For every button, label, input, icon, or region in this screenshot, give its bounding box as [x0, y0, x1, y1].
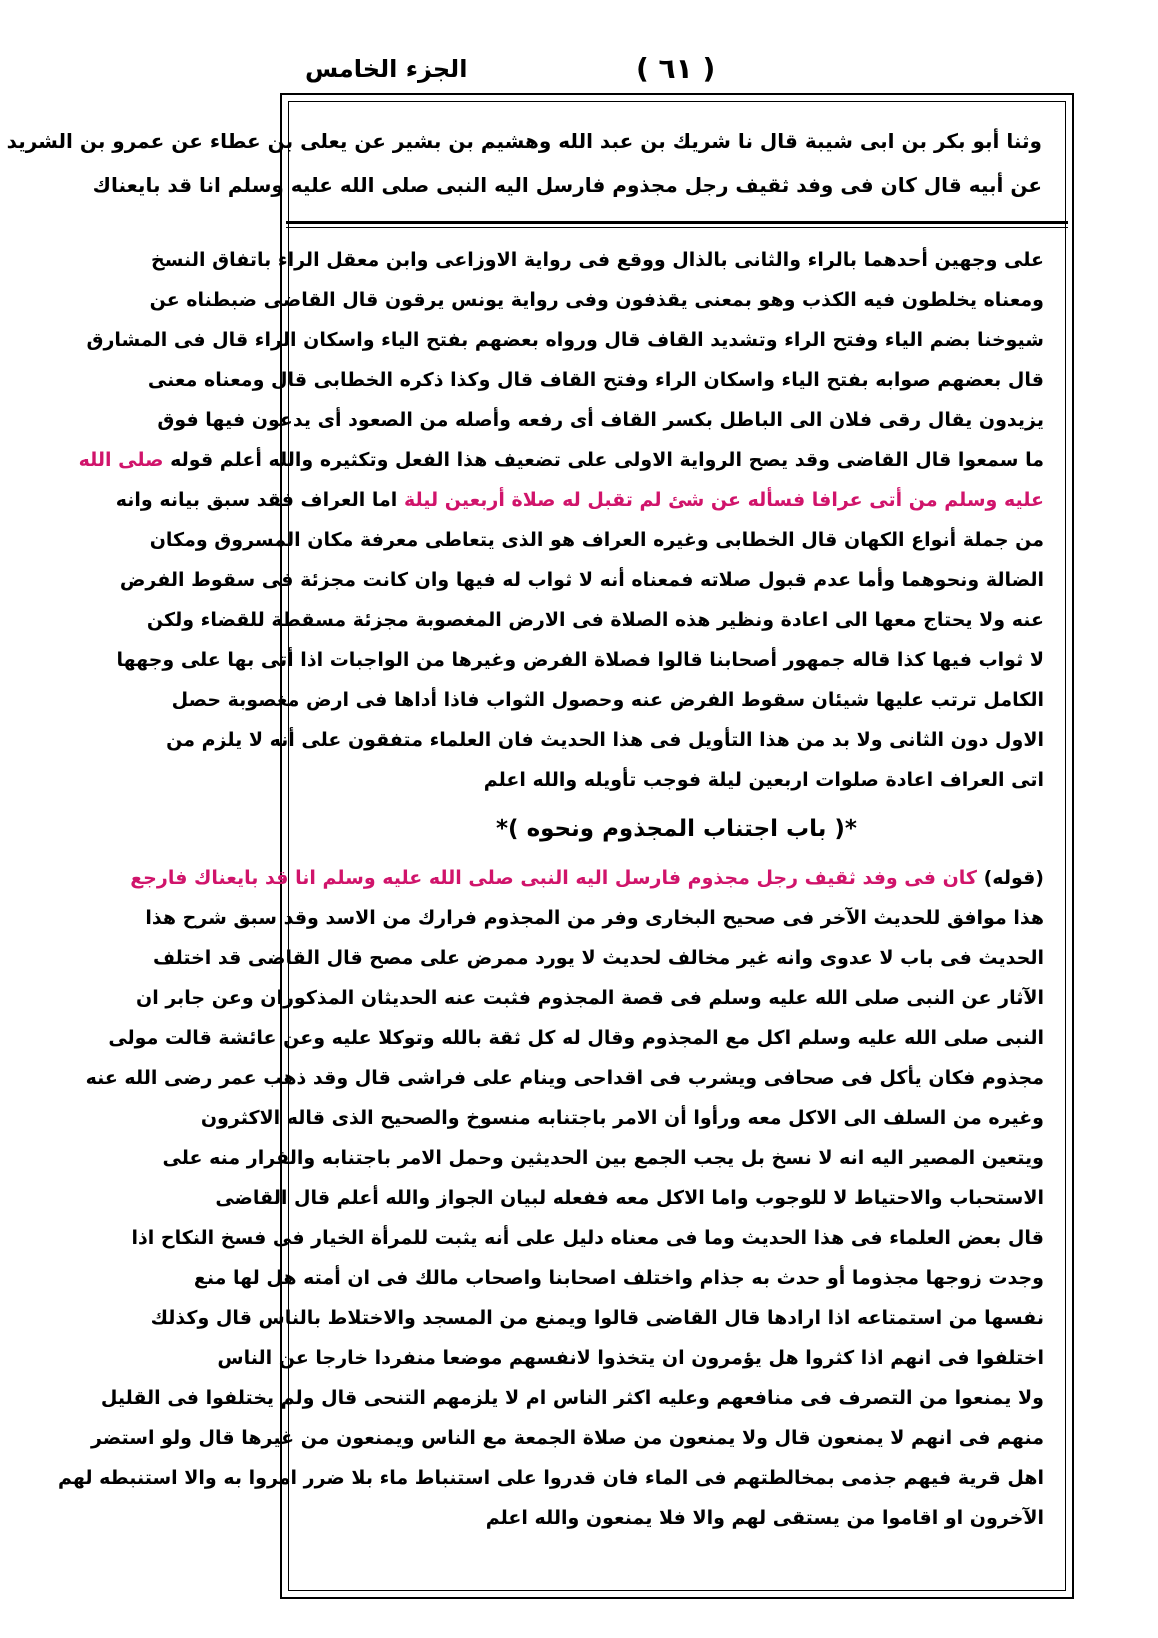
- hadith-line: وثنا أبو بكر بن ابى شيبة قال نا شريك بن عبد الله وهشيم بن بشير عن يعلى بن عطاء عن عمرو بن الشريد: [6, 129, 1042, 153]
- commentary-line: الكامل ترتب عليها شيئان سقوط الفرض عنه وحصول الثواب فاذا أداها فى ارض مغصوبة حصل: [171, 689, 1044, 711]
- commentary-text: اما العراف فقد سبق بيانه وانه: [115, 489, 398, 511]
- commentary-line: مجذوم فكان يأكل فى صحافى ويشرب فى اقداحى وينام على فراشى قال وقد ذهب عمر رضى الله عنه: [85, 1067, 1044, 1089]
- commentary-line: الاول دون الثانى ولا بد من هذا التأويل فى هذا الحديث فان العلماء متفقون على أنه لا يلزم من: [166, 729, 1044, 751]
- commentary-line: عنه ولا يحتاج معها الى اعادة ونظير هذه الصلاة فى الارض المغصوبة مجزئة مسقطة للقضاء ولكن: [146, 609, 1044, 631]
- commentary-line: ولا يمنعوا من التصرف فى منافعهم وعليه اكثر الناس ام لا يلزمهم التنحى قال ولم يختلفوا فى القليل: [100, 1387, 1044, 1409]
- qawluhu-marker: (قوله): [983, 867, 1044, 889]
- commentary-line: الاستحباب والاحتياط لا للوجوب واما الاكل معه ففعله لبيان الجواز والله أعلم قال القاضى: [215, 1187, 1044, 1209]
- commentary-line: الآخرون او اقاموا من يستقى لهم والا فلا يمنعون والله اعلم: [485, 1507, 1044, 1529]
- commentary-line: لا ثواب فيها كذا قاله جمهور أصحابنا قالوا فصلاة الفرض وغيرها من الواجبات اذا أتى بها على وجهها: [116, 649, 1044, 671]
- commentary-line: من جملة أنواع الكهان قال الخطابى وغيره العراف هو الذى يتعاطى معرفة مكان المسروق ومكان: [149, 529, 1044, 551]
- commentary-line: شيوخنا بضم الياء وفتح الراء وتشديد القاف قال ورواه بعضهم بفتح الياء واسكان الراء قال فى المشارق: [86, 329, 1044, 351]
- highlighted-quote: عليه وسلم من أتى عرافا فسأله عن شئ لم تقبل له صلاة أربعين ليلة: [403, 489, 1044, 511]
- commentary-line: ويتعين المصير اليه انه لا نسخ بل يجب الجمع بين الحديثين وحمل الامر باجتنابه والفرار منه على: [162, 1147, 1044, 1169]
- commentary-line: منهم فى انهم لا يمنعون قال ولا يمنعون من صلاة الجمعة مع الناس ويمنعون من غيرها قال ولو استضر: [90, 1427, 1044, 1449]
- hadith-line: عن أبيه قال كان فى وفد ثقيف رجل مجذوم فارسل اليه النبى صلى الله عليه وسلم انا قد بايعناك: [92, 173, 1042, 197]
- commentary-line: هذا موافق للحديث الآخر فى صحيح البخارى وفر من المجذوم فرارك من الاسد وقد سبق شرح هذا: [145, 907, 1044, 929]
- chapter-title: *( باب اجتناب المجذوم ونحوه )*: [496, 816, 857, 842]
- commentary-line: قال بعضهم صوابه بفتح الياء واسكان الراء وفتح القاف قال وكذا ذكره الخطابى قال ومعناه معنى: [147, 369, 1044, 391]
- volume-title: الجزء الخامس: [305, 55, 468, 83]
- commentary-line: النبى صلى الله عليه وسلم اكل مع المجذوم وقال له كل ثقة بالله وتوكلا عليه وعن عائشة قالت مولى: [108, 1027, 1044, 1049]
- highlighted-quote: كان فى وفد ثقيف رجل مجذوم فارسل اليه النبى صلى الله عليه وسلم انا قد بايعناك فارجع: [130, 867, 977, 889]
- commentary-body: [57, 240, 1058, 1585]
- commentary-line: اختلفوا فى انهم اذا كثروا هل يؤمرون ان يتخذوا لانفسهم موضعا منفردا خارجا عن الناس: [217, 1347, 1044, 1369]
- commentary-line: [78, 440, 1044, 480]
- commentary-line: وجدت زوجها مجذوما أو حدث به جذام واختلف اصحابنا واصحاب مالك فى ان أمته هل لها منع: [193, 1267, 1044, 1289]
- commentary-line: الضالة ونحوهما وأما عدم قبول صلاته فمعناه أنه لا ثواب له فيها وان كانت مجزئة فى سقوط الفرض: [119, 569, 1044, 591]
- hadith-box: [6, 113, 1058, 219]
- commentary-line: على وجهين أحدهما بالراء والثانى بالذال ووقع فى رواية الاوزاعى وابن معقل الراء باتفاق النسخ: [151, 249, 1044, 271]
- commentary-line: [130, 858, 1044, 898]
- page-number: ( ٦١ ): [636, 52, 716, 85]
- commentary-line: قال بعض العلماء فى هذا الحديث وما فى معناه دليل على أنه يثبت للمرأة الخيار فى فسخ النكاح اذا: [131, 1227, 1044, 1249]
- commentary-line: يزيدون يقال رقى فلان الى الباطل بكسر القاف أى رفعه وأصله من الصعود أى يدعون فيها فوق: [157, 409, 1044, 431]
- commentary-line: الحديث فى باب لا عدوى وانه غير مخالف لحديث لا يورد ممرض على مصح قال القاضى قد اختلف: [152, 947, 1044, 969]
- commentary-line: الآثار عن النبى صلى الله عليه وسلم فى قصة المجذوم فثبت عنه الحديثان المذكوران وعن جابر ان: [136, 987, 1044, 1009]
- commentary-text: ما سمعوا قال القاضى وقد يصح الرواية الاولى على تضعيف هذا الفعل وتكثيره والله أعلم قوله: [170, 449, 1044, 471]
- separator-rule: [286, 221, 1068, 224]
- commentary-line: وغيره من السلف الى الاكل معه ورأوا أن الامر باجتنابه منسوخ والصحيح الذى قاله الاكثرون: [200, 1107, 1044, 1129]
- commentary-line: ومعناه يخلطون فيه الكذب وهو بمعنى يقذفون وفى رواية يونس يرقون قال القاضى ضبطناه عن: [149, 289, 1044, 311]
- highlighted-quote: صلى الله: [78, 449, 164, 471]
- commentary-line: اتى العراف اعادة صلوات اربعين ليلة فوجب تأويله والله اعلم: [483, 769, 1044, 791]
- separator-rule: [286, 227, 1068, 228]
- commentary-line: نفسها من استمتاعه اذا ارادها قال القاضى قالوا ويمنع من المسجد والاختلاط بالناس قال وكذلك: [150, 1307, 1044, 1329]
- commentary-line: [115, 480, 1044, 520]
- commentary-line: اهل قرية فيهم جذمى بمخالطتهم فى الماء فان قدروا على استنباط ماء بلا ضرر امروا به والا استنبطه لهم: [57, 1467, 1044, 1489]
